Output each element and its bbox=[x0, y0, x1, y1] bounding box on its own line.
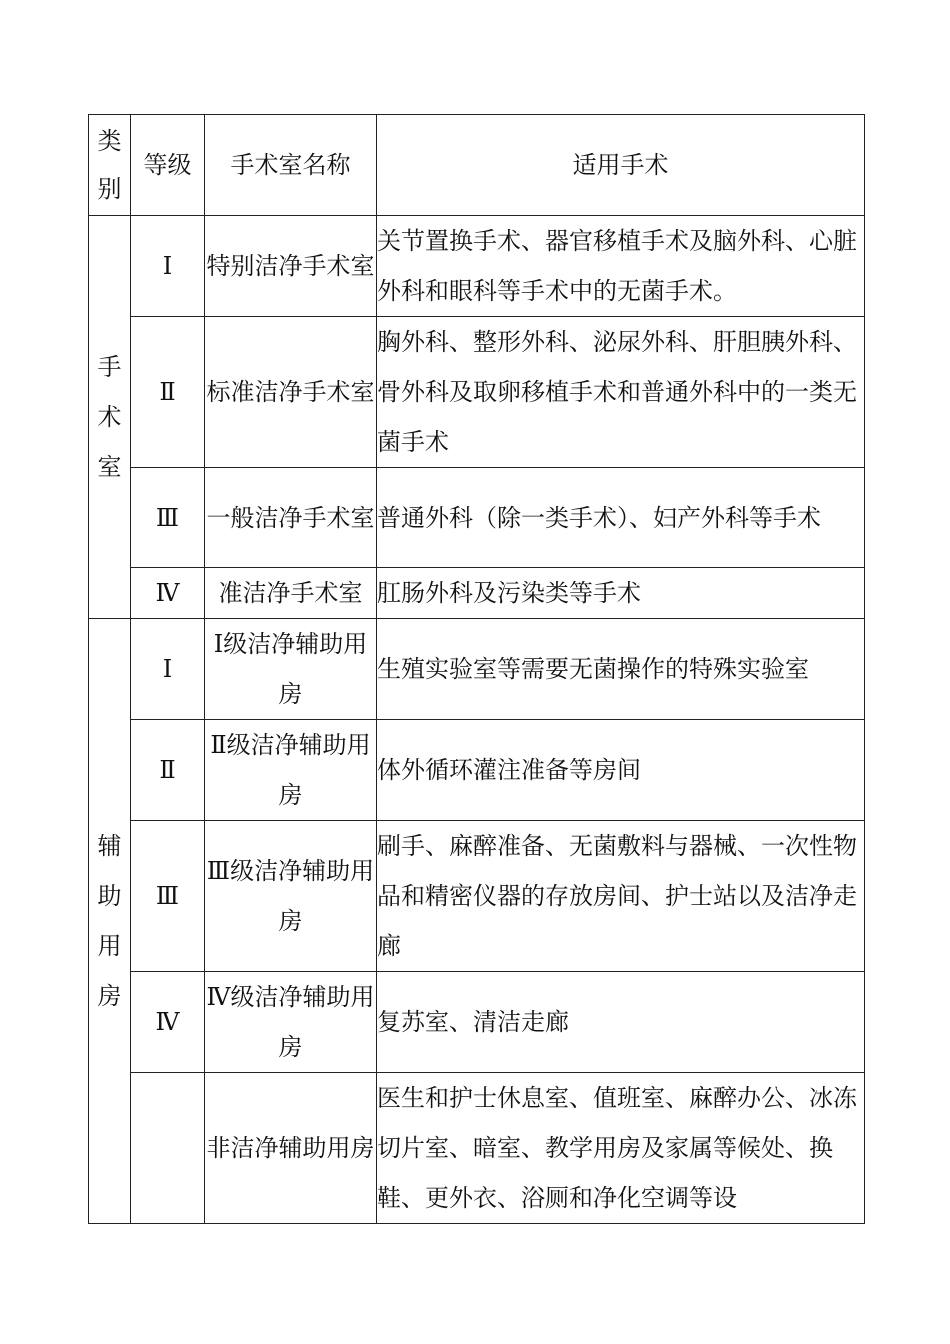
grade-label: Ⅳ bbox=[155, 579, 180, 607]
applicable-surgery-text: 肛肠外科及污染类等手术 bbox=[377, 579, 641, 607]
room-name-cell bbox=[205, 568, 377, 619]
header-category-label: 类别 bbox=[97, 127, 122, 203]
applicable-surgery-cell bbox=[377, 619, 865, 720]
table-row bbox=[89, 216, 865, 317]
applicable-surgery-text: 生殖实验室等需要无菌操作的特殊实验室 bbox=[377, 655, 809, 683]
category-label: 辅助用房 bbox=[97, 832, 122, 1010]
grade-cell bbox=[131, 821, 205, 972]
applicable-surgery-text: 胸外科、整形外科、泌尿外科、肝胆胰外科、骨外科及取卵移植手术和普通外科中的一类无菌手术 bbox=[377, 328, 857, 456]
grade-label: Ⅰ bbox=[162, 252, 173, 280]
category-label: 手术室 bbox=[97, 353, 122, 481]
table-row bbox=[89, 468, 865, 568]
category-cell-auxiliary-rooms bbox=[89, 619, 131, 1224]
grade-label: Ⅱ bbox=[159, 756, 176, 784]
room-name-label: Ⅱ级洁净辅助用房 bbox=[210, 731, 371, 809]
header-grade-label: 等级 bbox=[143, 151, 192, 179]
applicable-surgery-cell bbox=[377, 972, 865, 1073]
grade-cell bbox=[131, 216, 205, 317]
room-name-label: Ⅰ级洁净辅助用房 bbox=[213, 630, 368, 708]
room-name-cell bbox=[205, 468, 377, 568]
room-name-label: 标准洁净手术室 bbox=[206, 378, 375, 406]
grade-cell bbox=[131, 1073, 205, 1224]
applicable-surgery-text: 普通外科（除一类手术）、妇产外科等手术 bbox=[377, 503, 821, 532]
room-name-label: 准洁净手术室 bbox=[218, 579, 363, 607]
grade-label: Ⅲ bbox=[155, 882, 180, 910]
grade-cell bbox=[131, 317, 205, 468]
table-row bbox=[89, 619, 865, 720]
grade-cell bbox=[131, 468, 205, 568]
applicable-surgery-text: 刷手、麻醉准备、无菌敷料与器械、一次性物品和精密仪器的存放房间、护士站以及洁净走廊 bbox=[377, 832, 857, 960]
header-name-cell bbox=[205, 115, 377, 216]
room-name-label: 非洁净辅助用房 bbox=[206, 1134, 375, 1162]
room-name-cell bbox=[205, 619, 377, 720]
clean-room-classification-table bbox=[88, 114, 865, 1224]
grade-label: Ⅲ bbox=[155, 503, 180, 532]
table-row bbox=[89, 720, 865, 821]
header-use-cell bbox=[377, 115, 865, 216]
header-use-label: 适用手术 bbox=[572, 151, 669, 179]
applicable-surgery-cell bbox=[377, 216, 865, 317]
grade-cell bbox=[131, 720, 205, 821]
grade-cell bbox=[131, 568, 205, 619]
grade-cell bbox=[131, 972, 205, 1073]
room-name-label: 一般洁净手术室 bbox=[206, 503, 375, 532]
table-row bbox=[89, 317, 865, 468]
room-name-cell bbox=[205, 720, 377, 821]
applicable-surgery-text: 复苏室、清洁走廊 bbox=[377, 1008, 569, 1036]
grade-cell bbox=[131, 619, 205, 720]
category-cell-operating-room bbox=[89, 216, 131, 619]
table-header-row bbox=[89, 115, 865, 216]
table-row bbox=[89, 568, 865, 619]
room-name-cell bbox=[205, 1073, 377, 1224]
applicable-surgery-cell bbox=[377, 1073, 865, 1224]
table-row bbox=[89, 1073, 865, 1224]
room-name-cell bbox=[205, 216, 377, 317]
table-row bbox=[89, 821, 865, 972]
header-name-label: 手术室名称 bbox=[230, 151, 351, 179]
room-name-cell bbox=[205, 821, 377, 972]
applicable-surgery-cell bbox=[377, 720, 865, 821]
applicable-surgery-cell bbox=[377, 468, 865, 568]
applicable-surgery-cell bbox=[377, 821, 865, 972]
room-name-label: Ⅳ级洁净辅助用房 bbox=[206, 983, 375, 1061]
room-name-label: 特别洁净手术室 bbox=[206, 252, 375, 280]
room-name-label: Ⅲ级洁净辅助用房 bbox=[206, 857, 375, 935]
applicable-surgery-cell bbox=[377, 317, 865, 468]
grade-label: Ⅱ bbox=[159, 378, 176, 406]
applicable-surgery-text: 医生和护士休息室、值班室、麻醉办公、冰冻切片室、暗室、教学用房及家属等候处、换鞋、更外衣、浴厕和净化空调等设 bbox=[377, 1084, 857, 1212]
table-row bbox=[89, 972, 865, 1073]
header-category-cell bbox=[89, 115, 131, 216]
header-grade-cell bbox=[131, 115, 205, 216]
applicable-surgery-text: 体外循环灌注准备等房间 bbox=[377, 756, 641, 784]
applicable-surgery-cell bbox=[377, 568, 865, 619]
room-name-cell bbox=[205, 972, 377, 1073]
room-name-cell bbox=[205, 317, 377, 468]
grade-label: Ⅰ bbox=[162, 655, 173, 683]
applicable-surgery-text: 关节置换手术、器官移植手术及脑外科、心脏外科和眼科等手术中的无菌手术。 bbox=[377, 227, 857, 305]
grade-label: Ⅳ bbox=[155, 1008, 180, 1036]
